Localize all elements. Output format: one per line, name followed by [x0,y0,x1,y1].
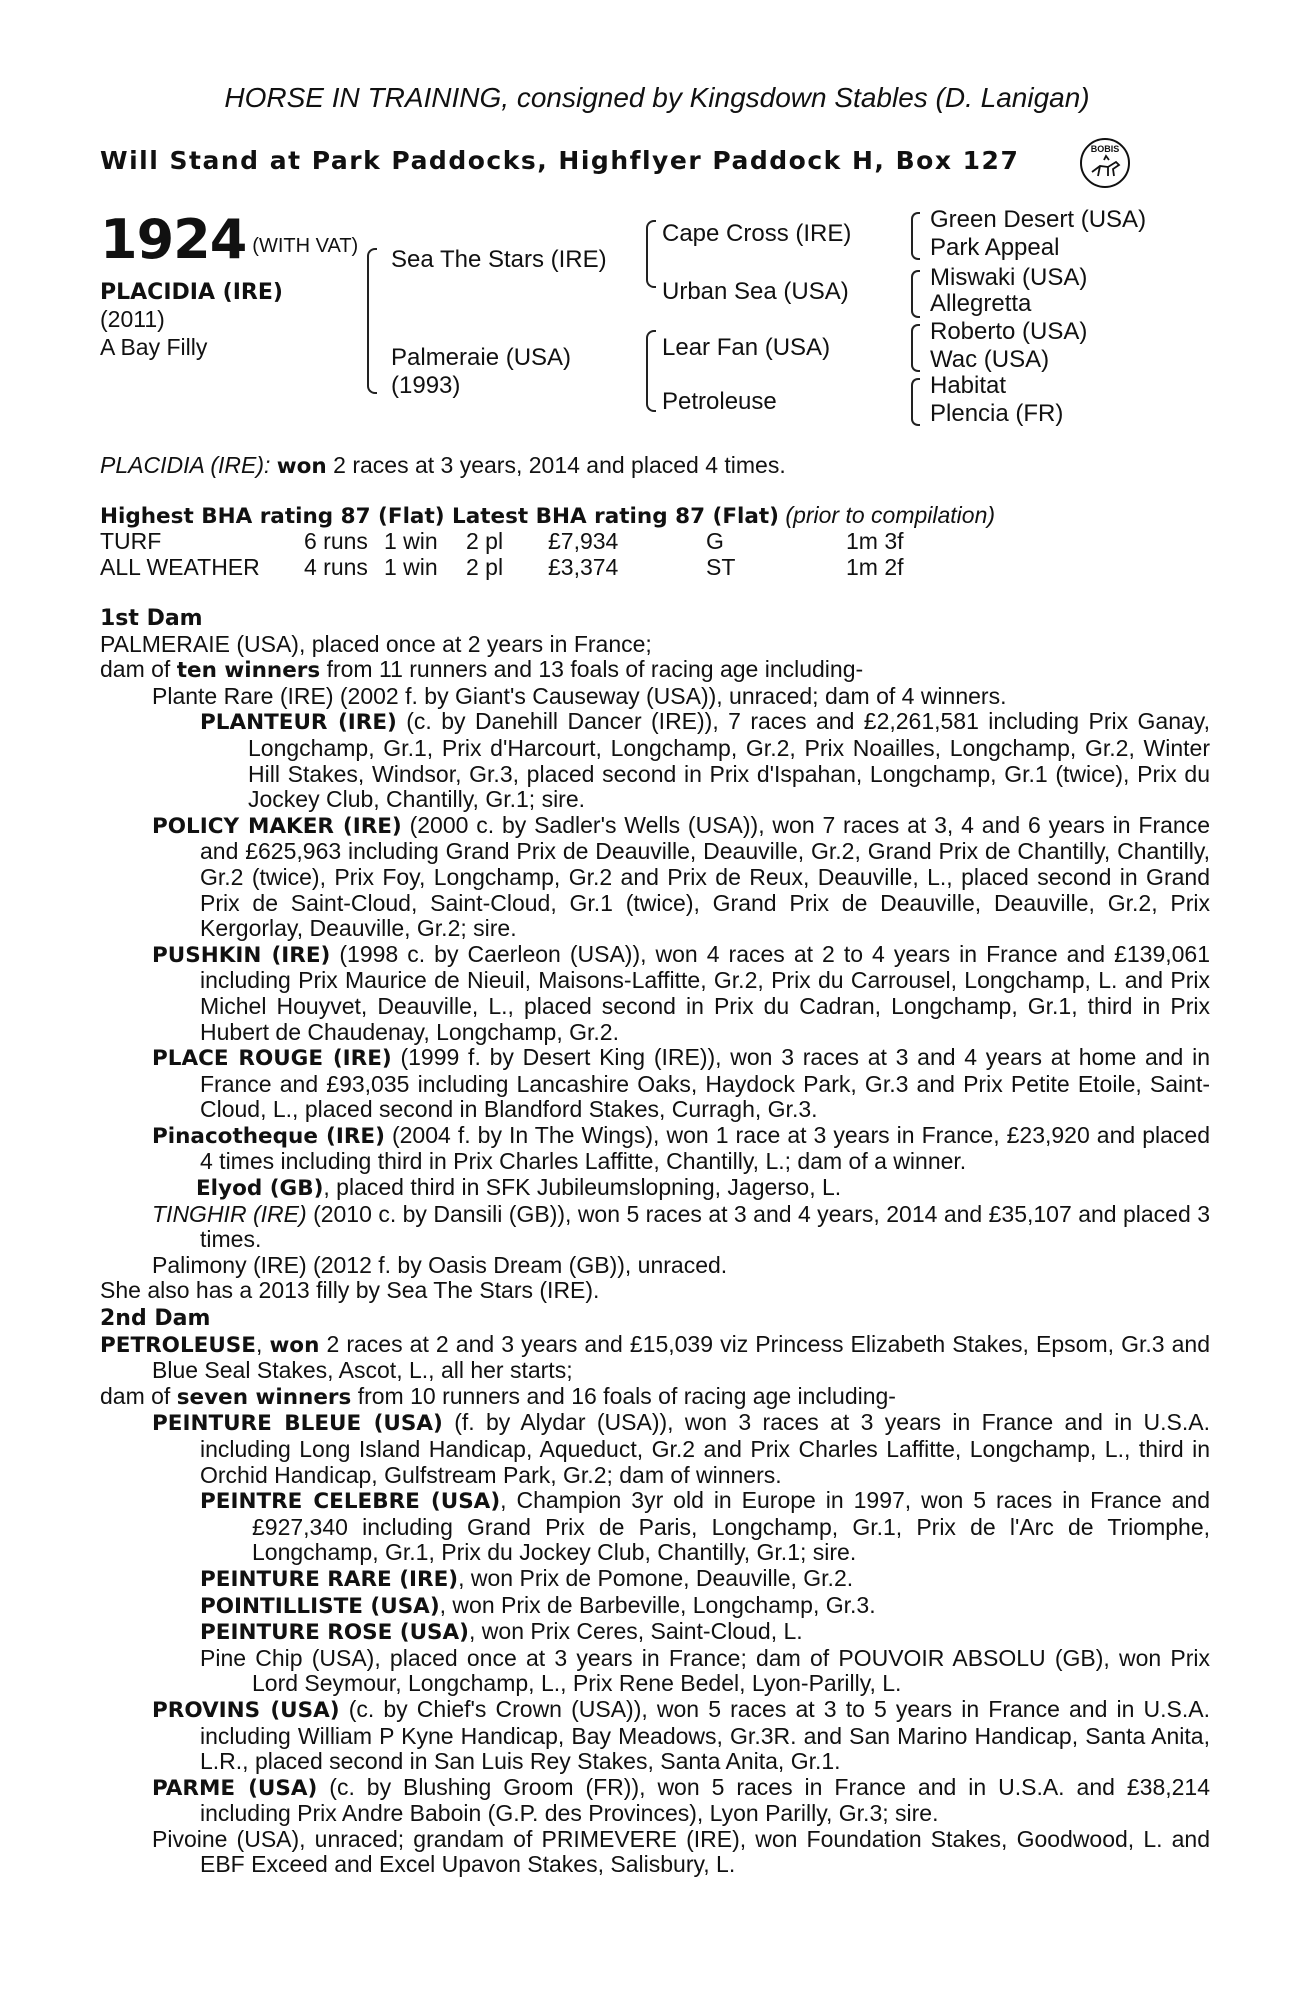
produce-entry: PARME (USA) (c. by Blushing Groom (FR)), won 5 races in France and in U.S.A. and £38,214 including Prix Andre Baboin (G.P. des Provinces), Lyon Parilly, Gr.3; sire. [152,1773,1210,1827]
produce-entry: POLICY MAKER (IRE) (2000 c. by Sadler's Wells (USA)), won 7 races at 3, 4 and 6 years in France and £625,963 including Grand Prix de Deauville, Deauville, Gr.2, Grand Prix de Chantilly, Chantilly, Gr.2 (twice), Prix Foy, Longchamp, Gr.2 and Prix de Reux, Deauville, L., placed second in Grand Prix de Saint-Cloud, Saint-Cloud, Gr.1 (twice), Grand Prix de Deauville, Deauville, Gr.2, Prix Kergorlay, Deauville, Gr.2; sire. [152,811,1210,942]
pedigree-brace-3c [911,324,920,372]
pedigree-g3-2: Park Appeal [930,234,1060,261]
stats-runs: 6 runs [304,528,368,554]
pedigree-brace-3a [911,212,920,260]
produce-entry: PLANTEUR (IRE) (c. by Danehill Dancer (IRE)), 7 races and £2,261,581 including Prix Ganay, Longchamp, Gr.1, Prix d'Harcourt, Longchamp, Gr.2, Prix Noailles, Longchamp, Gr.2, Winter Hill Stakes, Windsor, Gr.3, placed second in Prix d'Ispahan, Longchamp, Gr.1 (twice), Prix du Jockey Club, Chantilly, Gr.1; sire. [200,708,1210,813]
second-dam-produce-line: dam of seven winners from 10 runners and 16 foals of racing age including- [100,1382,896,1410]
rating-note: (prior to compilation) [785,502,996,528]
stats-placed: 2 pl [466,528,504,554]
produce-entry: Elyod (GB), placed third in SFK Jubileumslopning, Jagerso, L. [196,1174,842,1202]
stats-wins: 1 win [384,554,438,580]
rating-text: Highest BHA rating 87 (Flat) Latest BHA rating 87 (Flat) [100,504,780,529]
stats-going: G [706,528,724,554]
pedigree-g3-3: Miswaki (USA) [930,264,1088,291]
stats-surface: TURF [100,528,162,554]
venue-line: Will Stand at Park Paddocks, Highflyer Paddock H, Box 127 [100,146,1020,175]
produce-entry: She also has a 2013 filly by Sea The Stars (IRE). [100,1277,600,1304]
second-dam-intro: PETROLEUSE, won 2 races at 2 and 3 years and £15,039 viz Princess Elizabeth Stakes, Epsom, Gr.3 and Blue Seal Stakes, Ascot, L., all her starts; [100,1330,1210,1384]
stats-going: ST [706,554,736,580]
stats-money: £3,374 [548,554,619,580]
produce-entry: Pivoine (USA), unraced; grandam of PRIMEVERE (IRE), won Foundation Stakes, Goodwood, L. and EBF Exceed and Excel Upavon Stakes, Salisbury, L. [152,1825,1210,1878]
first-dam-intro: PALMERAIE (USA), placed once at 2 years in France; [100,630,652,657]
first-dam-produce-line: dam of ten winners from 11 runners and 13 foals of racing age including- [100,656,864,684]
stats-distance: 1m 2f [846,554,904,580]
pedigree-g3-8: Plencia (FR) [930,400,1064,427]
pedigree-sire-sire: Cape Cross (IRE) [662,220,852,247]
pedigree-dam-dam: Petroleuse [662,388,777,415]
rating-line [100,502,995,529]
stats-placed: 2 pl [466,554,504,580]
pedigree-g3-6: Wac (USA) [930,346,1050,373]
race-summary: PLACIDIA (IRE): won 2 races at 3 years, 2014 and placed 4 times. [100,452,786,479]
produce-entry: Pine Chip (USA), placed once at 3 years in France; dam of POUVOIR ABSOLU (GB), won Prix Lord Seymour, Longchamp, L., Prix Rene Bedel, Lyon-Parilly, L. [200,1644,1210,1697]
catalogue-header: HORSE IN TRAINING, consigned by Kingsdown Stables (D. Lanigan) [224,82,1090,113]
pedigree-dam: Palmeraie (USA) [391,344,572,371]
produce-entry: POINTILLISTE (USA), won Prix de Barbeville, Longchamp, Gr.3. [200,1591,876,1619]
stats-money: £7,934 [548,528,619,554]
pedigree-brace-3d [911,378,920,426]
pedigree-brace-3b [911,270,920,318]
pedigree-g3-5: Roberto (USA) [930,318,1088,345]
pedigree-brace-2b [646,330,656,412]
first-dam-section [100,606,1210,1304]
produce-entry: PEINTRE CELEBRE (USA), Champion 3yr old in Europe in 1997, won 5 races in France and £927,340 including Grand Prix de Paris, Longchamp, Gr.1, Prix de l'Arc de Triomphe, Longchamp, Gr.1, Prix du Jockey Club, Chantilly, Gr.1; sire. [200,1487,1210,1566]
second-dam-section [100,1306,1210,1878]
produce-entry: Plante Rare (IRE) (2002 f. by Giant's Causeway (USA)), unraced; dam of 4 winners. [152,682,1007,709]
produce-entry: PLACE ROUGE (IRE) (1999 f. by Desert King (IRE)), won 3 races at 3 and 4 years at home and in France and £93,035 including Lancashire Oaks, Haydock Park, Gr.3 and Prix Petite Etoile, Saint-Cloud, L., placed second in Blandford Stakes, Curragh, Gr.3. [152,1044,1210,1123]
produce-entry: PEINTURE RARE (IRE), won Prix de Pomone, Deauville, Gr.2. [200,1564,854,1592]
produce-entry: PUSHKIN (IRE) (1998 c. by Caerleon (USA)), won 4 races at 2 to 4 years in France and £139,061 including Prix Maurice de Nieuil, Maisons-Laffitte, Gr.2, Prix du Carrousel, Longchamp, L. and Prix Michel Houyvet, Deauville, L., placed second in Prix du Cadran, Longchamp, Gr.1, third in Prix Hubert de Chaudenay, Longchamp, Gr.2. [152,940,1211,1045]
first-dam-heading: 1st Dam [100,606,203,631]
pedigree-brace-1 [367,248,377,394]
horse-name: PLACIDIA (IRE) [100,280,283,305]
lot-number: 1924 [100,208,247,271]
summary-text: 2 races at 3 years, 2014 and placed 4 times. [326,452,786,478]
lot-block [100,208,358,271]
stats-distance: 1m 3f [846,528,904,554]
produce-entry: PEINTURE BLEUE (USA) (f. by Alydar (USA)), won 3 races at 3 years in France and in U.S.A. including Long Island Handicap, Aqueduct, Gr.2 and Prix Charles Laffitte, Longchamp, L., third in Orchid Handicap, Gulfstream Park, Gr.2; dam of winners. [152,1409,1210,1488]
pedigree-brace-2a [646,220,656,288]
produce-entry: Palimony (IRE) (2012 f. by Oasis Dream (GB)), unraced. [152,1251,728,1278]
second-dam-heading: 2nd Dam [100,1306,211,1331]
vat-note: (WITH VAT) [252,235,359,257]
stats-runs: 4 runs [304,554,368,580]
horse-description: A Bay Filly [100,334,208,360]
stats-wins: 1 win [384,528,438,554]
bobis-logo-icon [1078,136,1132,190]
produce-entry: TINGHIR (IRE) (2010 c. by Dansili (GB)), won 5 races at 3 and 4 years, 2014 and £35,107 and placed 3 times. [152,1200,1210,1253]
produce-entry: Pinacotheque (IRE) (2004 f. by In The Wings), won 1 race at 3 years in France, £23,920 and placed 4 times including third in Prix Charles Laffitte, Chantilly, L.; dam of a winner. [152,1121,1211,1175]
svg-text:BOBIS: BOBIS [1090,144,1120,154]
pedigree-dam-sire: Lear Fan (USA) [662,334,831,361]
pedigree-sire: Sea The Stars (IRE) [391,246,607,273]
pedigree-dam-year: (1993) [391,372,461,399]
summary-won: won [276,454,327,479]
produce-entry: PEINTURE ROSE (USA), won Prix Ceres, Saint-Cloud, L. [200,1618,803,1646]
pedigree-sire-dam: Urban Sea (USA) [662,278,849,305]
pedigree-g3-1: Green Desert (USA) [930,206,1147,233]
pedigree-g3-7: Habitat [930,372,1007,399]
horse-year: (2011) [100,306,165,332]
produce-entry: PROVINS (USA) (c. by Chief's Crown (USA)), won 5 races at 3 to 5 years in France and in U.S.A. including William P Kyne Handicap, Bay Meadows, Gr.3R. and San Marino Handicap, Santa Anita, L.R., placed second in San Luis Rey Stakes, Santa Anita, Gr.1. [152,1695,1210,1775]
pedigree-g3-4: Allegretta [930,290,1032,317]
summary-horse-name: PLACIDIA (IRE) [100,452,265,478]
stats-surface: ALL WEATHER [100,554,260,580]
